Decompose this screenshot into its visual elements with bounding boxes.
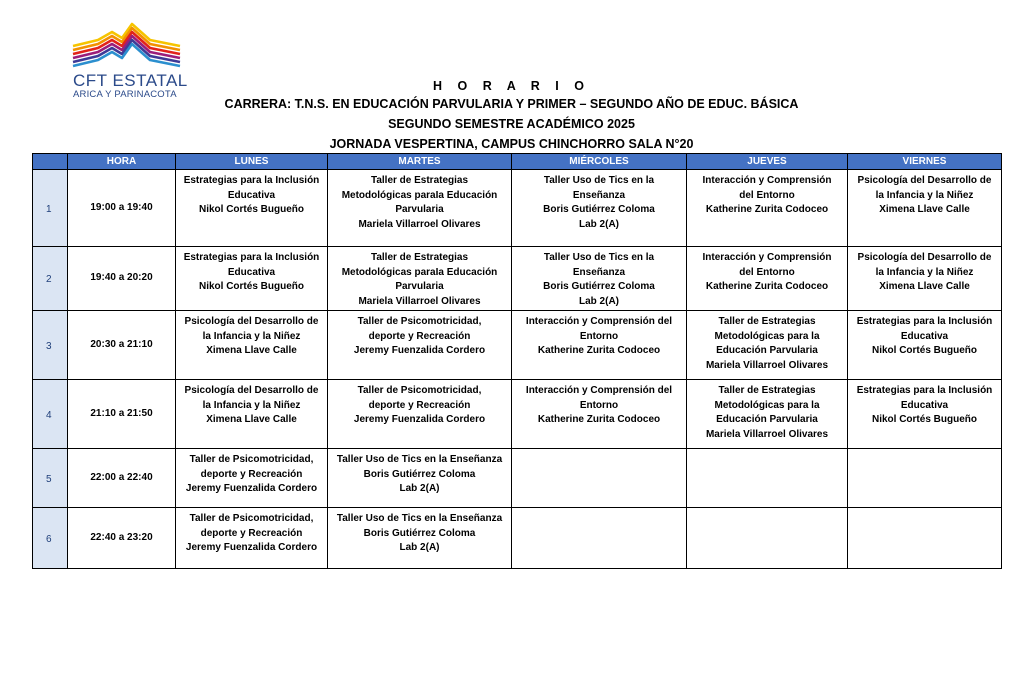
class-cell-line: Nikol Cortés Bugueño xyxy=(198,204,304,215)
class-cell-line: Psicología del Desarrollo de xyxy=(184,316,319,327)
class-cell-line: Boris Gutiérrez Coloma xyxy=(543,204,655,215)
class-cell-line: Ximena Llave Calle xyxy=(879,281,970,292)
column-header: MIÉRCOLES xyxy=(512,154,687,170)
table-row xyxy=(33,311,1002,380)
class-cell-line: Lab 2(A) xyxy=(399,483,440,494)
class-cell-line: Entorno xyxy=(579,330,619,342)
time-slot: 19:00 a 19:40 xyxy=(68,170,176,247)
class-cell-line: Educativa xyxy=(900,330,949,342)
class-cell-line: deporte y Recreación xyxy=(200,527,303,539)
class-cell-line: Katherine Zurita Codoceo xyxy=(537,414,661,425)
class-cell-line: Psicología del Desarrollo de xyxy=(857,175,992,186)
class-cell xyxy=(687,380,848,449)
class-cell-line: Interacción y Comprensión del xyxy=(525,385,673,396)
career-heading: CARRERA: T.N.S. EN EDUCACIÓN PARVULARIA Y PRIMER – SEGUNDO AÑO DE EDUC. BÁSICA xyxy=(224,97,799,111)
class-cell-line: del Entorno xyxy=(739,189,795,201)
class-cell-line: Lab 2(A) xyxy=(579,295,619,307)
logo-name: CFT ESTATAL xyxy=(73,71,188,90)
column-header: VIERNES xyxy=(848,154,1002,170)
class-cell-line: Boris Gutiérrez Coloma xyxy=(543,281,655,292)
schedule-table xyxy=(32,153,1002,569)
class-cell xyxy=(848,311,1002,380)
row-number: 1 xyxy=(33,170,68,247)
class-cell-line: Estrategias para la Inclusión xyxy=(183,175,320,186)
time-slot: 22:40 a 23:20 xyxy=(68,508,176,569)
class-cell-line: Mariela Villarroel Olivares xyxy=(705,359,829,371)
class-cell-line: Taller de Estrategias xyxy=(718,316,816,327)
class-cell-line: Educación Parvularia xyxy=(716,345,818,356)
class-cell-line: Taller de Psicomotricidad, xyxy=(357,316,482,327)
class-cell-line: Enseñanza xyxy=(572,266,626,278)
class-cell-line: Mariela Villarroel Olivares xyxy=(358,218,481,230)
class-cell-line: Interacción y Comprensión xyxy=(702,252,832,263)
class-cell xyxy=(512,449,687,508)
class-cell xyxy=(512,311,687,380)
class-cell-line: Estrategias para la Inclusión xyxy=(183,252,320,263)
class-cell-line: Mariela Villarroel Olivares xyxy=(358,295,481,307)
mountains-logo-graphic xyxy=(70,18,188,72)
class-cell-line: deporte y Recreación xyxy=(368,399,471,411)
page-title: H O R A R I O xyxy=(433,79,590,93)
class-cell-line: Parvularia xyxy=(395,281,444,292)
class-cell-line: Metodológicas para la xyxy=(714,399,820,411)
class-cell-line: Psicología del Desarrollo de xyxy=(184,385,319,396)
class-cell-line: Jeremy Fuenzalida Cordero xyxy=(185,483,318,494)
class-cell-line: Boris Gutiérrez Coloma xyxy=(363,468,476,480)
class-cell-line: Taller de Estrategias xyxy=(370,252,469,263)
class-cell xyxy=(176,247,328,311)
class-cell-line: Nikol Cortés Bugueño xyxy=(871,414,977,425)
class-cell-line: Lab 2(A) xyxy=(579,218,619,230)
class-cell-line: Interacción y Comprensión del xyxy=(525,316,673,327)
class-cell-line: Taller Uso de Tics en la xyxy=(543,252,655,263)
class-cell xyxy=(687,247,848,311)
class-cell-line: Taller de Estrategias xyxy=(370,175,469,186)
class-cell-line: Interacción y Comprensión xyxy=(702,175,832,186)
shift-heading: JORNADA VESPERTINA, CAMPUS CHINCHORRO SALA N°20 xyxy=(329,137,694,151)
class-cell xyxy=(328,380,512,449)
class-cell xyxy=(848,247,1002,311)
class-cell-line: Metodológicas para la xyxy=(714,330,820,342)
class-cell-line: Katherine Zurita Codoceo xyxy=(705,204,829,215)
header-row xyxy=(33,154,1002,170)
column-header: MARTES xyxy=(328,154,512,170)
class-cell-line: la Infancia y la Niñez xyxy=(875,266,974,278)
class-cell xyxy=(848,380,1002,449)
class-cell-line: deporte y Recreación xyxy=(368,330,471,342)
column-header: HORA xyxy=(68,154,176,170)
time-slot: 21:10 a 21:50 xyxy=(68,380,176,449)
class-cell-line: Lab 2(A) xyxy=(399,542,440,553)
column-header: LUNES xyxy=(176,154,328,170)
class-cell xyxy=(328,247,512,311)
class-cell-line: Jeremy Fuenzalida Cordero xyxy=(185,542,318,553)
column-header xyxy=(33,154,68,170)
class-cell-line: Taller de Psicomotricidad, xyxy=(189,454,314,465)
logo-subtitle: ARICA Y PARINACOTA xyxy=(73,89,177,100)
time-slot: 22:00 a 22:40 xyxy=(68,449,176,508)
class-cell-line: Educativa xyxy=(900,399,949,411)
class-cell-line: del Entorno xyxy=(739,266,795,278)
time-slot: 19:40 a 20:20 xyxy=(68,247,176,311)
class-cell xyxy=(512,380,687,449)
class-cell xyxy=(176,449,328,508)
class-cell xyxy=(687,449,848,508)
class-cell-line: la Infancia y la Niñez xyxy=(875,189,974,201)
class-cell-line: Estrategias para la Inclusión xyxy=(856,316,993,327)
class-cell xyxy=(512,508,687,569)
class-cell-line: Taller de Psicomotricidad, xyxy=(357,385,482,396)
class-cell-line: Nikol Cortés Bugueño xyxy=(198,281,304,292)
table-row xyxy=(33,247,1002,311)
class-cell-line: Ximena Llave Calle xyxy=(206,345,297,356)
class-cell xyxy=(328,449,512,508)
table-row xyxy=(33,449,1002,508)
class-cell xyxy=(176,170,328,247)
class-cell-line: Katherine Zurita Codoceo xyxy=(537,345,661,356)
table-row xyxy=(33,170,1002,247)
class-cell xyxy=(687,508,848,569)
class-cell-line: Metodológicas paraIa Educación xyxy=(341,266,498,278)
class-cell-line: Taller Uso de Tics en la Enseñanza xyxy=(336,513,503,524)
class-cell-line: Nikol Cortés Bugueño xyxy=(871,345,977,356)
class-cell xyxy=(176,508,328,569)
class-cell-line: Katherine Zurita Codoceo xyxy=(705,281,829,292)
class-cell-line: la Infancia y la Niñez xyxy=(202,399,301,411)
table-row xyxy=(33,380,1002,449)
table-row xyxy=(33,508,1002,569)
class-cell-line: deporte y Recreación xyxy=(200,468,303,480)
class-cell xyxy=(848,508,1002,569)
row-number: 3 xyxy=(33,311,68,380)
class-cell xyxy=(328,311,512,380)
class-cell xyxy=(848,449,1002,508)
class-cell xyxy=(328,508,512,569)
column-header: JUEVES xyxy=(687,154,848,170)
class-cell xyxy=(848,170,1002,247)
class-cell-line: Parvularia xyxy=(395,204,444,215)
class-cell-line: Jeremy Fuenzalida Cordero xyxy=(353,345,486,356)
class-cell-line: Educación Parvularia xyxy=(716,414,818,425)
class-cell-line: Educativa xyxy=(227,189,276,201)
class-cell-line: la Infancia y la Niñez xyxy=(202,330,301,342)
class-cell-line: Estrategias para la Inclusión xyxy=(856,385,993,396)
class-cell-line: Mariela Villarroel Olivares xyxy=(705,428,829,440)
class-cell xyxy=(687,311,848,380)
class-cell xyxy=(176,311,328,380)
class-cell-line: Taller de Psicomotricidad, xyxy=(189,513,314,524)
class-cell-line: Taller de Estrategias xyxy=(718,385,816,396)
class-cell-line: Ximena Llave Calle xyxy=(206,414,297,425)
class-cell-line: Entorno xyxy=(579,399,619,411)
row-number: 6 xyxy=(33,508,68,569)
class-cell-line: Taller Uso de Tics en la Enseñanza xyxy=(336,454,503,465)
class-cell-line: Jeremy Fuenzalida Cordero xyxy=(353,414,486,425)
semester-heading: SEGUNDO SEMESTRE ACADÉMICO 2025 xyxy=(388,117,635,131)
time-slot: 20:30 a 21:10 xyxy=(68,311,176,380)
class-cell-line: Taller Uso de Tics en la xyxy=(543,175,655,186)
class-cell xyxy=(512,247,687,311)
class-cell-line: Psicología del Desarrollo de xyxy=(857,252,992,263)
row-number: 5 xyxy=(33,449,68,508)
class-cell xyxy=(328,170,512,247)
row-number: 2 xyxy=(33,247,68,311)
row-number: 4 xyxy=(33,380,68,449)
class-cell-line: Metodológicas paraIa Educación xyxy=(341,189,498,201)
class-cell xyxy=(512,170,687,247)
class-cell-line: Boris Gutiérrez Coloma xyxy=(363,527,476,539)
class-cell xyxy=(176,380,328,449)
class-cell-line: Enseñanza xyxy=(572,189,626,201)
class-cell-line: Ximena Llave Calle xyxy=(879,204,970,215)
class-cell xyxy=(687,170,848,247)
class-cell-line: Educativa xyxy=(227,266,276,278)
